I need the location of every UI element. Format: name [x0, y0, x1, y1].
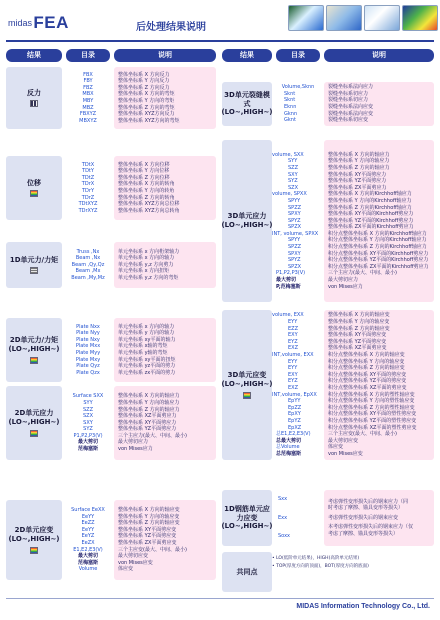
list-item: EeZX — [81, 540, 95, 546]
list-item: 整体坐标系 XYZ方向总转角 — [118, 207, 180, 214]
list-item: 裂缝坐标系法向应变 — [328, 104, 374, 110]
list-item: 整体坐标系 X 方向的轴应力 — [328, 151, 390, 158]
list-item: 体应变 — [118, 566, 134, 573]
list-item: Sxx — [278, 496, 288, 503]
list-item: 整体坐标系 X 方向的轴应力 — [118, 393, 180, 400]
contour-icon — [30, 547, 38, 554]
list-item: TDrX — [81, 181, 95, 188]
list-item: FBZ — [83, 84, 93, 91]
list-item: EZZ — [288, 325, 299, 332]
list-item: EeYZ — [81, 533, 95, 540]
list-item: 积分点整体坐标系 XY平面的Kirchhoff剪应力 — [328, 250, 429, 257]
list-item: 最大剪切应力 — [118, 439, 149, 446]
list-item: P,范梅塞斯 — [276, 283, 301, 290]
category-3d-element-strain — [222, 310, 272, 460]
category-sublabel: (LO~,HIGH~) — [221, 380, 273, 388]
list-item: 积分点整体坐标系 ZX平面的Kirchhoff剪应力 — [328, 263, 429, 270]
list-item: 整体坐标系 X 方向的转角 — [118, 181, 175, 188]
stress2d-directory-list — [66, 386, 110, 460]
category-sublabel: (LO~,HIGH~) — [221, 108, 273, 117]
list-item: 整体坐标系 Z 方向的弯矩 — [118, 104, 175, 111]
list-item: INT,volume, EpXX — [272, 391, 317, 398]
strain3d-description-list — [324, 310, 434, 460]
list-item: EpYZ — [288, 417, 301, 424]
list-item: Eknn — [284, 104, 297, 110]
list-item: SPYY — [288, 237, 301, 244]
list-item: 三个主应变(最大、中间、最小) — [328, 431, 397, 438]
list-item: 整体坐标系 X 方向位移 — [118, 161, 170, 168]
list-item: SZX — [82, 413, 94, 420]
list-item: Beam ,Qy,Qz — [71, 261, 105, 268]
list-item: 单元坐标系 y 方向的轴力 — [118, 330, 175, 337]
list-item: 积分点整体坐标系 Z 方向的轴应变 — [328, 365, 405, 372]
list-item: P1,P2,P3(V) — [73, 432, 103, 439]
list-item: 整体坐标系 XY平面剪应变 — [328, 332, 387, 339]
list-item: 最大剪切 — [276, 277, 297, 284]
page-header — [0, 0, 440, 44]
left-col-directory: 目录 — [66, 49, 110, 62]
list-item: 最大剪切 — [77, 553, 98, 560]
list-item: FBY — [83, 78, 93, 85]
list-item: 单元坐标系 x 方向桁架轴力 — [118, 248, 180, 255]
list-item: 最大剪切 — [77, 439, 98, 446]
list-item: 单元坐标系 xy平面的扭矩 — [118, 356, 176, 363]
stress3d-description-list — [324, 140, 434, 302]
list-item: Surface SXX — [72, 393, 104, 400]
beam-icon — [30, 267, 38, 274]
right-col-description: 说明 — [324, 49, 434, 62]
list-item: EXZ — [288, 345, 299, 352]
list-item: 单元坐标系 yz平面的剪力 — [118, 363, 176, 370]
reaction-icon — [30, 100, 38, 107]
list-item: FBX — [83, 71, 93, 78]
list-item: 体应变 — [328, 444, 344, 451]
midas-fea-logo — [8, 13, 69, 33]
category-label-cont: 力应变 — [236, 513, 258, 522]
list-item: 积分点整体坐标系 Z 方向的塑性轴应变 — [328, 404, 415, 411]
list-item: 三个主应力(最大、中间、最小) — [118, 432, 187, 439]
contour-icon — [243, 392, 251, 399]
header-divider — [6, 40, 434, 42]
list-item: Soxx — [278, 533, 290, 540]
category-label: 3D单元应力 — [227, 212, 267, 221]
category-label: 1D单元力/力矩 — [9, 255, 59, 264]
list-item: 裂缝坐标系切应变 — [328, 117, 369, 124]
list-item: 积分点整体坐标系 Y 方向的轴应变 — [328, 358, 405, 365]
list-item: 整体坐标系 Y 方向的轴应力 — [118, 399, 180, 406]
list-item: 整体坐标系 XZ平面剪应力 — [118, 413, 177, 420]
list-item: 整体坐标系 X 方向的轴应变 — [118, 507, 180, 514]
list-item: 整体坐标系 ZX平面的Kirchhoff剪应力 — [328, 224, 414, 231]
list-item: EeZZ — [81, 520, 95, 527]
strain2d-directory-list — [66, 500, 110, 580]
list-item: von Mises应力 — [118, 446, 153, 453]
list-item: Beam ,My,Mz — [71, 274, 105, 281]
category-2d-element-stress — [6, 386, 62, 460]
list-item: volume, EXX — [272, 312, 304, 319]
list-item: Plate Myy — [75, 350, 101, 356]
reaction-description-list — [114, 67, 216, 129]
list-item: SXY — [288, 171, 298, 178]
list-item: SZX — [288, 184, 299, 191]
list-item: 本考虑弹性变形损失后的钢束应力（仅 — [328, 524, 414, 531]
list-item: 裂缝坐标系法向应力 — [328, 84, 374, 91]
list-item: EYY — [288, 365, 298, 372]
list-item: 整体坐标系 XY平面剪应力 — [328, 171, 387, 178]
category-sublabel: (LO~,HIGH~) — [221, 221, 273, 229]
list-item: EeYY — [81, 526, 95, 533]
category-3d-crack-mode — [222, 82, 272, 126]
list-item: Sknt — [284, 90, 296, 97]
list-item: SZZ — [288, 164, 299, 171]
list-item: EXY — [288, 332, 298, 339]
list-item: SPZX — [288, 224, 302, 231]
list-item: MBY — [82, 98, 94, 104]
category-2d-element-force — [6, 318, 62, 382]
list-item: 总最大剪切 — [276, 437, 302, 444]
list-item: EXZ — [288, 385, 299, 391]
list-item: 单元坐标系 x轴的弯矩 — [118, 343, 168, 350]
list-item: 整体坐标系 XYZ方向反力 — [118, 111, 175, 118]
list-item: INT,volume, EXX — [272, 352, 314, 359]
list-item: von Mises应变 — [328, 450, 363, 457]
list-item: 考虑了摩擦、锚具变形等损失） — [328, 530, 399, 537]
list-item: 积分点整体坐标系 YZ平面的塑性剪应变 — [328, 417, 417, 424]
category-common — [222, 552, 272, 592]
list-item: volume, SXX — [272, 151, 304, 158]
list-item: Beam ,Mx — [75, 268, 101, 275]
list-item: Plate Mxx — [75, 343, 101, 350]
list-item: 积分点整体坐标系 XY平面的塑性剪应变 — [328, 411, 417, 418]
list-item: SYZ — [288, 178, 298, 185]
list-item: TDtXYZ — [78, 201, 98, 208]
list-item: 积分点整体坐标系 Y 方向的塑性轴应变 — [328, 398, 415, 405]
list-item: 单元坐标系 y,z 方向剪力 — [118, 261, 174, 268]
category-label-cont: 式 — [243, 99, 251, 108]
list-item: Sknt — [284, 97, 296, 104]
list-item: 整体坐标系 X 方向的弯矩 — [118, 91, 175, 98]
list-item: 单元坐标系 y轴的弯矩 — [118, 350, 168, 356]
category-label: 3D单元应变 — [227, 371, 267, 380]
list-item: 整体坐标系 Z 方向的轴应变 — [118, 520, 180, 527]
list-item: E1,E2,E3(V) — [73, 546, 103, 553]
strain2d-description-list — [114, 500, 216, 580]
list-item: EpXZ — [288, 424, 302, 431]
list-item: 积分点整体坐标系 XZ平面的剪应变 — [328, 385, 407, 391]
list-item: 总Volume — [276, 444, 300, 451]
list-item: Gknn — [284, 110, 298, 117]
list-item: SPYZ — [288, 257, 301, 264]
list-item: TDrXYZ — [78, 207, 98, 214]
common-notes — [272, 555, 434, 571]
list-item: SYY — [83, 399, 93, 406]
beam-directory-list — [66, 242, 110, 288]
list-item: 整体坐标系 Z 方向位移 — [118, 174, 170, 181]
list-item: 最大剪切应力 — [328, 277, 359, 284]
list-item: SYY — [288, 158, 298, 165]
list-item: EpXY — [288, 411, 301, 418]
list-item: 单元坐标系 x 方向的轴力 — [118, 323, 175, 330]
displacement-description-list — [114, 156, 216, 220]
category-sublabel: (LO~,HIGH~) — [8, 418, 60, 426]
list-item: 范梅塞斯 — [77, 559, 98, 566]
list-item: MBX — [82, 91, 94, 98]
footer-company: MIDAS Information Technology Co., Ltd. — [296, 603, 430, 610]
list-item: 积分点整体坐标系 X 方向的Kirchhoff轴应力 — [328, 230, 427, 237]
list-item: 整体坐标系 Y 方向的Kirchhoff轴应力 — [328, 197, 412, 204]
list-item: SPZZ — [288, 204, 302, 211]
page-title: 后处理结果说明 — [136, 22, 206, 33]
right-col-result: 结果 — [222, 49, 272, 62]
list-item: 积分点整体坐标系 XZ平面的塑性剪应变 — [328, 424, 417, 431]
list-item: 积分点整体坐标系 X 方向的塑性轴应变 — [328, 391, 415, 398]
list-item: Plate Nxy — [76, 336, 100, 343]
category-label: 位移 — [27, 178, 41, 187]
list-item: SYZ — [83, 426, 93, 433]
brand-small: midas — [8, 18, 33, 28]
list-item: 最大剪切应变 — [118, 553, 149, 560]
displacement-directory-list — [66, 156, 110, 220]
list-item: 单元坐标系 y,z 方向的弯矩 — [118, 274, 179, 281]
list-item: 单元坐标系 x 方向扭矩 — [118, 268, 170, 275]
list-item: EYY — [288, 319, 298, 326]
category-reaction — [6, 67, 62, 129]
list-item: Surface EeXX — [71, 507, 105, 514]
list-item: TDtX — [81, 161, 95, 168]
brand-big: FEA — [33, 13, 69, 32]
thumbnail-image — [364, 5, 400, 31]
left-col-result: 结果 — [6, 49, 62, 62]
list-item: 整体坐标系 Y 方向的转角 — [118, 188, 175, 194]
category-1d-element-force — [6, 242, 62, 288]
list-item: SPZX — [288, 263, 302, 270]
contour-icon — [30, 190, 38, 197]
list-item: 整体坐标系 Y 方向的轴应变 — [118, 513, 180, 520]
list-item: INT, volume, SPXX — [272, 230, 319, 237]
list-item: 整体坐标系 XY平面剪应力 — [118, 419, 177, 426]
list-item: 三个主应变(最大、中间、最小) — [118, 546, 187, 553]
list-item: 考虑弹性变形损失后的钢束应变 — [328, 514, 399, 521]
list-item: SPXY — [288, 211, 301, 218]
right-col-directory: 目录 — [276, 49, 320, 62]
category-2d-element-strain — [6, 500, 62, 580]
list-item: 整体坐标系 Y 方向的轴应变 — [328, 319, 390, 326]
list-item: 积分点整体坐标系 X 方向的轴应变 — [328, 352, 405, 359]
category-label: 共同点 — [236, 567, 258, 576]
list-item: FBXYZ — [79, 111, 97, 118]
list-item: 整体坐标系 Y 方向的轴应力 — [328, 158, 390, 165]
list-item: 整体坐标系 Z 方向的轴应力 — [328, 164, 390, 171]
list-item: Plate Qyz — [76, 363, 100, 370]
list-item: TDtY — [82, 168, 94, 175]
crack-description-list — [324, 82, 434, 126]
list-item: Volume,Sknn — [281, 84, 315, 91]
list-item: 整体坐标系 Z 方向的Kirchhoff轴应力 — [328, 204, 412, 211]
list-item: 范梅塞斯 — [77, 446, 98, 453]
category-label: 反力 — [27, 88, 41, 97]
list-item: 整体坐标系 YZ平面剪应力 — [328, 178, 387, 185]
list-item: 积分点整体坐标系 Z 方向的Kirchhoff轴应力 — [328, 244, 427, 251]
list-item: TDrY — [81, 188, 94, 194]
beam-description-list — [114, 242, 216, 288]
stress3d-directory-list — [272, 140, 324, 302]
list-item: TDtZ — [81, 174, 95, 181]
thumbnail-image — [402, 5, 438, 31]
list-item: 整体坐标系 XZ平面剪应变 — [328, 345, 387, 352]
category-displacement — [6, 156, 62, 220]
list-item: 整体坐标系 ZX平面剪应变 — [118, 540, 177, 546]
reaction-directory-list — [66, 67, 110, 129]
list-item: 整体坐标系 YZ平面剪应变 — [328, 338, 387, 345]
list-item: 整体坐标系 Y 方向反力 — [118, 78, 170, 85]
contour-icon — [30, 430, 38, 437]
list-item: 整体坐标系 Y 方向的弯矩 — [118, 98, 175, 104]
strain3d-directory-list — [272, 310, 324, 460]
list-item: 单元坐标系 zx平面的剪力 — [118, 369, 176, 376]
list-item: 整体坐标系 YZ平面剪应变 — [118, 533, 177, 540]
list-item: von Mises应力 — [328, 283, 363, 290]
list-item: 整体坐标系 YZ平面的Kirchhoff剪应力 — [328, 217, 414, 224]
list-item: SPXY — [288, 250, 301, 257]
rebar-description-list — [324, 490, 434, 546]
plate-directory-list — [66, 318, 110, 382]
list-item: 整体坐标系 YZ平面剪应力 — [118, 426, 177, 433]
category-sublabel: (LO~,HIGH~) — [221, 522, 273, 531]
list-item: 时考虑了摩擦、锚具变形等损失） — [328, 505, 404, 512]
list-item: Plate Mxy — [75, 356, 101, 363]
list-item: 积分点整体坐标系 YZ平面的Kirchhoff剪应力 — [328, 257, 429, 264]
list-item: 单元坐标系 xy平面的轴力 — [118, 336, 176, 343]
stress2d-description-list — [114, 386, 216, 460]
list-item: 整体坐标系 Z 方向的轴应力 — [118, 406, 180, 413]
list-item: Plate Qzx — [76, 369, 100, 376]
list-item: Gknt — [284, 117, 296, 124]
list-item: EXY — [288, 371, 298, 378]
list-item: EYZ — [288, 378, 298, 385]
list-item: 整体坐标系 Z 方向反力 — [118, 84, 170, 91]
note-item: • LO(低阶单元结果)，HIGH(高阶单元结果) — [272, 556, 360, 561]
contour-icon — [30, 357, 38, 364]
header-thumbnails — [288, 5, 438, 31]
category-label: 3D单元裂缝模 — [224, 90, 270, 99]
note-item: • TOP(厚度方向的顶面)，BOT(厚度方向的底面) — [272, 564, 369, 569]
list-item: Exx — [278, 514, 288, 521]
category-label: 2D单元应力 — [14, 409, 54, 418]
list-item: 最大剪切应变 — [328, 437, 359, 444]
footer-divider — [6, 598, 434, 599]
category-sublabel: (LO~,HIGH~) — [8, 535, 60, 543]
list-item: EpZZ — [288, 404, 302, 411]
list-item: TDrZ — [81, 194, 95, 201]
list-item: Truss ,Nx — [76, 248, 100, 255]
list-item: 积分点整体坐标系 YZ平面的剪应变 — [328, 378, 407, 385]
list-item: Beam ,Nx — [75, 255, 101, 262]
list-item: SPZZ — [288, 244, 302, 251]
list-item: 三个主应力(最大、中间、最小) — [328, 270, 397, 277]
list-item: 整体坐标系 XYZ方向总位移 — [118, 201, 180, 208]
list-item: SPYZ — [288, 217, 301, 224]
list-item: EeYY — [81, 513, 95, 520]
list-item: 整体坐标系 X 方向的轴应变 — [328, 312, 390, 319]
plate-description-list — [114, 318, 216, 382]
list-item: SZZ — [82, 406, 94, 413]
list-item: Plate Nyy — [76, 330, 100, 337]
rebar-directory-list — [276, 490, 320, 546]
list-item: MBXYZ — [79, 117, 97, 124]
list-item: MBZ — [82, 104, 94, 111]
list-item: EpYY — [288, 398, 301, 405]
list-item: 总E1,E2,E3(V) — [276, 431, 311, 438]
category-sublabel: (LO~,HIGH~) — [8, 345, 60, 353]
list-item: 裂缝坐标系切应力 — [328, 90, 369, 97]
list-item: 总范梅塞斯 — [276, 450, 302, 457]
list-item: 整体坐标系 XYZ方向的弯矩 — [118, 117, 180, 124]
list-item: 整体坐标系 XY平面剪应变 — [118, 526, 177, 533]
list-item: SXY — [83, 419, 93, 426]
list-item: 积分点整体坐标系 Y 方向的Kirchhoff轴应力 — [328, 237, 427, 244]
list-item: 裂缝坐标系法向应变 — [328, 110, 374, 117]
list-item: Volume — [78, 566, 98, 573]
list-item: 单元坐标系 x 方向的轴力 — [118, 255, 175, 262]
list-item: 整体坐标系 ZX平面剪应力 — [328, 184, 387, 191]
list-item: 裂缝坐标系切应力 — [328, 97, 369, 104]
list-item: 整体坐标系 Z 方向的轴应变 — [328, 325, 390, 332]
list-item: 整体坐标系 XY平面的Kirchhoff剪应力 — [328, 211, 414, 218]
list-item: 积分点整体坐标系 XY平面的剪应变 — [328, 371, 407, 378]
thumbnail-image — [326, 5, 362, 31]
list-item: 整体坐标系 X 方向的Kirchhoff轴应力 — [328, 191, 412, 198]
list-item: von Mises应变 — [118, 559, 153, 566]
list-item: P1,P2,P3(V) — [276, 270, 306, 277]
crack-directory-list — [276, 82, 320, 126]
list-item: 考虑弹性变形损失后的钢束应力（同 — [328, 498, 409, 505]
list-item: Plate Nxx — [76, 323, 100, 330]
category-label: 2D单元力/力矩 — [9, 336, 59, 345]
list-item: SPYY — [288, 197, 301, 204]
category-label: 2D单元应变 — [14, 526, 54, 535]
list-item: 整体坐标系 Z 方向的转角 — [118, 194, 175, 201]
left-col-description: 说明 — [114, 49, 216, 62]
category-1d-rebar-stress-strain — [222, 490, 272, 546]
category-label: 1D钢筋单元应 — [224, 504, 270, 513]
list-item: volume, SPXX — [272, 191, 307, 198]
list-item: 整体坐标系 X 方向反力 — [118, 71, 170, 78]
category-3d-element-stress — [222, 140, 272, 302]
thumbnail-image — [288, 5, 324, 31]
list-item: EYZ — [288, 338, 298, 345]
list-item: EYY — [288, 358, 298, 365]
list-item: 整体坐标系 Y 方向位移 — [118, 168, 170, 175]
